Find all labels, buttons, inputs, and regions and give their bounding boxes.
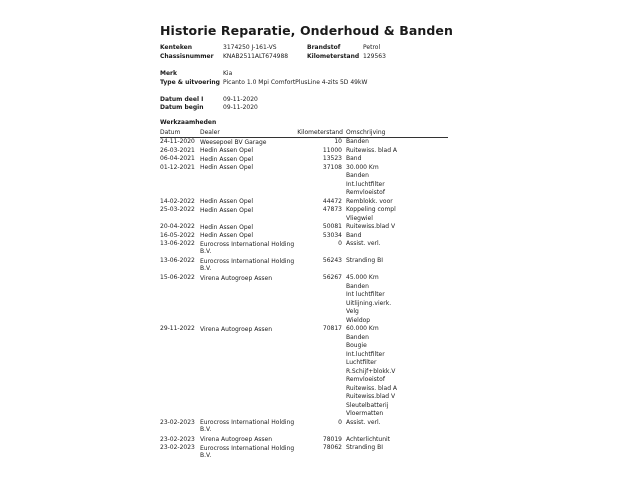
row-description-line: Assist. verl. (346, 418, 381, 426)
merk-label: Merk (160, 70, 177, 77)
row-dealer (200, 139, 266, 146)
row-kilometerstand: 78062 (322, 444, 342, 451)
row-description-line: Ruitewiss.blad V (346, 223, 396, 230)
row-kilometerstand: 44472 (322, 197, 342, 205)
table-row (160, 138, 448, 147)
table-row (160, 257, 448, 274)
row-dealer (200, 147, 253, 154)
page-title: Historie Reparatie, Onderhoud & Banden (160, 23, 453, 38)
row-kilometerstand: 13523 (322, 155, 342, 162)
row-kilometerstand: 70817 (322, 325, 342, 332)
row-description-line: 45.000 Km (346, 274, 379, 281)
row-dealer-line: Hedin Assen Opel (200, 164, 254, 171)
row-description (346, 240, 381, 249)
row-description-line: Banden (346, 333, 369, 341)
row-description-line: R.Schijf+blokk.V (346, 367, 396, 375)
row-date: 24-11-2020 (160, 138, 195, 145)
column-header-description: Omschrijving (346, 129, 386, 136)
chassis-value: KNAB2511ALT674988 (223, 53, 289, 60)
row-description-line: Ruitewiss.blad V (346, 393, 396, 400)
row-dealer (200, 198, 253, 205)
table-row (160, 164, 448, 198)
row-description-line: Sleutelbatterij (346, 401, 389, 409)
row-dealer (200, 156, 253, 163)
row-dealer-line: Hedin Assen Opel (200, 223, 254, 231)
type-value: Picanto 1.0 Mpi ComfortPlusLine 4-zits 5D 49kW (223, 79, 368, 86)
column-header-km: Kilometerstand (297, 129, 343, 136)
row-dealer-line: Virena Autogroep Assen (200, 325, 273, 333)
row-dealer-line: Hedin Assen Opel (200, 232, 254, 239)
row-description-line: Wieldop (346, 316, 371, 324)
table-row (160, 232, 448, 241)
row-dealer-line: B.V. (200, 264, 212, 272)
row-description (346, 147, 397, 156)
row-dealer-line: Virena Autogroep Assen (200, 274, 273, 282)
row-dealer-line: Virena Autogroep Assen (200, 436, 273, 443)
row-dealer (200, 436, 272, 443)
kenteken-value: 3174250 J-161-VS (223, 44, 277, 51)
row-dealer (200, 419, 294, 433)
table-header (160, 129, 448, 138)
row-date: 29-11-2022 (160, 325, 195, 332)
row-description (346, 257, 383, 266)
row-dealer-line: Eurocross International Holding (200, 444, 295, 452)
row-date: 20-04-2022 (160, 223, 195, 230)
table-row (160, 419, 448, 436)
row-kilometerstand: 50081 (322, 223, 342, 230)
datum-deel-value: 09-11-2020 (223, 96, 258, 103)
brandstof-label: Brandstof (307, 44, 341, 51)
row-description-line: Uitlijning.vierk. (346, 299, 392, 307)
row-description (346, 274, 391, 325)
row-date: 15-06-2022 (160, 274, 195, 281)
row-dealer-line: Eurocross International Holding (200, 257, 295, 265)
row-description-line: Velg (346, 308, 359, 315)
datum-deel-label: Datum deel I (160, 96, 204, 103)
table-row (160, 155, 448, 164)
row-description-line: Band (346, 231, 362, 239)
table-row (160, 274, 448, 325)
row-description (346, 436, 390, 445)
row-dealer-line: B.V. (200, 426, 212, 433)
row-dealer-line: Hedin Assen Opel (200, 155, 254, 163)
row-date: 23-02-2023 (160, 418, 195, 426)
row-dealer (200, 326, 272, 333)
row-description-line: Ruitewiss. blad A (346, 384, 398, 392)
row-date: 14-02-2022 (160, 197, 195, 205)
kenteken-label: Kenteken (160, 44, 192, 51)
row-description-line: Remvloeistof (346, 189, 385, 196)
row-description-line: Stranding BI (346, 444, 383, 451)
row-description-line: Achterlichtunit (346, 435, 391, 443)
row-kilometerstand: 56267 (322, 274, 342, 281)
row-description (346, 206, 396, 223)
column-header-date: Datum (160, 129, 181, 136)
row-description-line: Band (346, 155, 362, 162)
table-row (160, 240, 448, 257)
row-description-line: 60.000 Km (346, 325, 379, 332)
row-description-line: Banden (346, 172, 369, 179)
table-row (160, 444, 448, 461)
row-description (346, 164, 385, 198)
row-description-line: Stranding BI (346, 257, 383, 264)
row-kilometerstand: 56243 (322, 257, 342, 264)
kilometerstand-value: 129563 (363, 53, 386, 60)
row-dealer (200, 445, 294, 459)
row-description (346, 444, 383, 453)
row-dealer (200, 164, 253, 171)
row-description-line: Assist. verl. (346, 240, 381, 247)
row-date: 26-03-2021 (160, 146, 195, 154)
row-kilometerstand: 0 (338, 418, 342, 426)
row-description-line: Banden (346, 282, 369, 290)
row-description-line: 30.000 Km (346, 163, 379, 171)
row-kilometerstand: 11000 (322, 146, 342, 154)
row-description-line: Int.luchtfilter (346, 350, 385, 358)
table-row (160, 223, 448, 232)
chassis-label: Chassisnummer (160, 53, 214, 60)
merk-value: Kia (223, 70, 233, 77)
type-label: Type & uitvoering (160, 79, 220, 86)
kilometerstand-label: Kilometerstand (307, 53, 360, 60)
row-description-line: Int.luchtfilter (346, 180, 385, 188)
row-description-line: Int luchtfilter (346, 291, 385, 298)
row-dealer-line: Eurocross International Holding (200, 419, 295, 426)
row-dealer-line: Hedin Assen Opel (200, 206, 254, 214)
row-dealer-line: Hedin Assen Opel (200, 198, 254, 205)
row-date: 16-05-2022 (160, 231, 195, 239)
row-description (346, 138, 369, 147)
row-dealer (200, 275, 272, 282)
row-kilometerstand: 10 (334, 138, 342, 145)
row-date: 23-02-2023 (160, 444, 195, 451)
datum-begin-label: Datum begin (160, 104, 204, 111)
row-description (346, 325, 397, 419)
row-description-line: Koppeling compl (346, 206, 396, 213)
row-date: 06-04-2021 (160, 155, 195, 162)
table-row (160, 436, 448, 445)
row-description-line: Ruitewiss. blad A (346, 146, 398, 154)
row-dealer (200, 232, 253, 239)
row-description (346, 155, 361, 164)
table-row (160, 206, 448, 223)
row-dealer-line: Weesepoel BV Garage (200, 138, 267, 146)
row-description (346, 232, 361, 241)
row-description (346, 223, 395, 232)
row-date: 13-06-2022 (160, 240, 195, 247)
row-description-line: Luchtfilter (346, 359, 377, 366)
row-description (346, 198, 393, 207)
datum-begin-value: 09-11-2020 (223, 104, 258, 111)
row-kilometerstand: 47873 (322, 206, 342, 213)
row-date: 23-02-2023 (160, 435, 195, 443)
row-dealer-line: B.V. (200, 247, 212, 255)
table-row (160, 147, 448, 156)
row-dealer (200, 258, 294, 272)
table-row (160, 198, 448, 207)
row-description-line: Bougie (346, 342, 367, 349)
row-description-line: Vliegwiel (346, 214, 373, 222)
row-dealer-line: Hedin Assen Opel (200, 147, 254, 154)
section-title: Werkzaamheden (160, 119, 217, 126)
row-date: 01-12-2021 (160, 163, 195, 171)
row-description-line: Vloermatten (346, 410, 384, 417)
row-description (346, 419, 381, 428)
row-date: 13-06-2022 (160, 257, 195, 264)
row-kilometerstand: 0 (338, 240, 342, 247)
row-dealer (200, 241, 294, 255)
row-dealer-line: Eurocross International Holding (200, 240, 295, 248)
row-dealer-line: B.V. (200, 451, 212, 459)
row-description-line: Remvloeistof (346, 376, 385, 383)
row-description-line: Remblokk. voor (346, 197, 393, 205)
column-header-dealer: Dealer (200, 129, 220, 136)
row-dealer (200, 207, 253, 214)
row-dealer (200, 224, 253, 231)
row-description-line: Banden (346, 138, 369, 145)
work-table-body (160, 138, 448, 461)
row-date: 25-03-2022 (160, 206, 195, 213)
brandstof-value: Petrol (363, 44, 381, 51)
row-kilometerstand: 37108 (322, 163, 342, 171)
row-kilometerstand: 78019 (322, 435, 342, 443)
table-row (160, 325, 448, 419)
row-kilometerstand: 53034 (322, 231, 342, 239)
